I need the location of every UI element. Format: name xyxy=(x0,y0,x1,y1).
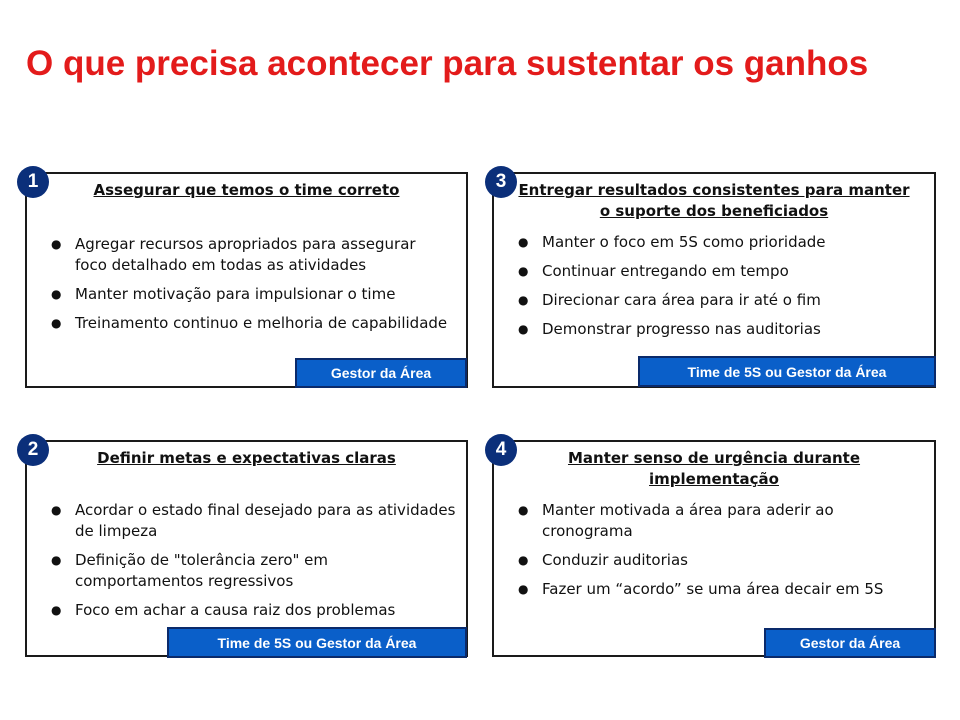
list-item: ● Agregar recursos apropriados para assegurar foco detalhado em todas as atividades xyxy=(51,235,416,274)
card-bullet-list xyxy=(516,500,926,608)
card-step-1 xyxy=(25,172,468,388)
bullet-icon: ● xyxy=(518,293,529,307)
list-item: ● Foco em achar a causa raiz dos problemas xyxy=(51,601,396,619)
step-number-badge: 4 xyxy=(485,434,517,466)
bullet-icon: ● xyxy=(518,322,529,336)
owner-tag: Gestor da Área xyxy=(295,358,467,388)
bullet-icon: ● xyxy=(51,503,62,517)
card-title: Entregar resultados consistentes para manter o suporte dos beneficiados xyxy=(518,181,910,220)
list-item: ● Acordar o estado final desejado para as atividades de limpeza xyxy=(51,501,456,540)
bullet-icon: ● xyxy=(51,603,62,617)
bullet-icon: ● xyxy=(518,235,529,249)
list-item: ● Conduzir auditorias xyxy=(518,551,688,569)
bullet-icon: ● xyxy=(51,287,62,301)
card-step-4 xyxy=(492,440,936,657)
list-item: ● Continuar entregando em tempo xyxy=(518,262,789,280)
card-bullet-list xyxy=(516,232,926,348)
card-bullet-list xyxy=(49,234,449,342)
card-title: Definir metas e expectativas claras xyxy=(97,449,396,467)
owner-tag: Time de 5S ou Gestor da Área xyxy=(638,356,936,387)
bullet-icon: ● xyxy=(518,264,529,278)
list-item: ● Manter o foco em 5S como prioridade xyxy=(518,233,826,251)
bullet-icon: ● xyxy=(518,553,529,567)
card-step-2 xyxy=(25,440,468,657)
step-number-badge: 1 xyxy=(17,166,49,198)
list-item: ● Direcionar cara área para ir até o fim xyxy=(518,291,821,309)
bullet-icon: ● xyxy=(518,503,529,517)
bullet-icon: ● xyxy=(51,553,62,567)
list-item: ● Treinamento continuo e melhoria de capabilidade xyxy=(51,314,448,332)
list-item: ● Manter motivada a área para aderir ao cronograma xyxy=(518,501,834,540)
card-title: Assegurar que temos o time correto xyxy=(93,181,400,199)
bullet-icon: ● xyxy=(51,237,62,251)
owner-tag: Time de 5S ou Gestor da Área xyxy=(167,627,467,658)
list-item: ● Fazer um “acordo” se uma área decair em 5S xyxy=(518,580,884,598)
owner-tag: Gestor da Área xyxy=(764,628,936,658)
step-number-badge: 2 xyxy=(17,434,49,466)
bullet-icon: ● xyxy=(51,316,62,330)
list-item: ● Definição de "tolerância zero" em comportamentos regressivos xyxy=(51,551,329,590)
list-item: ● Manter motivação para impulsionar o time xyxy=(51,285,396,303)
step-number-badge: 3 xyxy=(485,166,517,198)
list-item: ● Demonstrar progresso nas auditorias xyxy=(518,320,821,338)
card-step-3 xyxy=(492,172,936,388)
bullet-icon: ● xyxy=(518,582,529,596)
slide-title: O que precisa acontecer para sustentar os ganhos xyxy=(26,44,869,83)
card-bullet-list xyxy=(49,500,459,629)
card-title: Manter senso de urgência durante implementação xyxy=(567,449,861,488)
